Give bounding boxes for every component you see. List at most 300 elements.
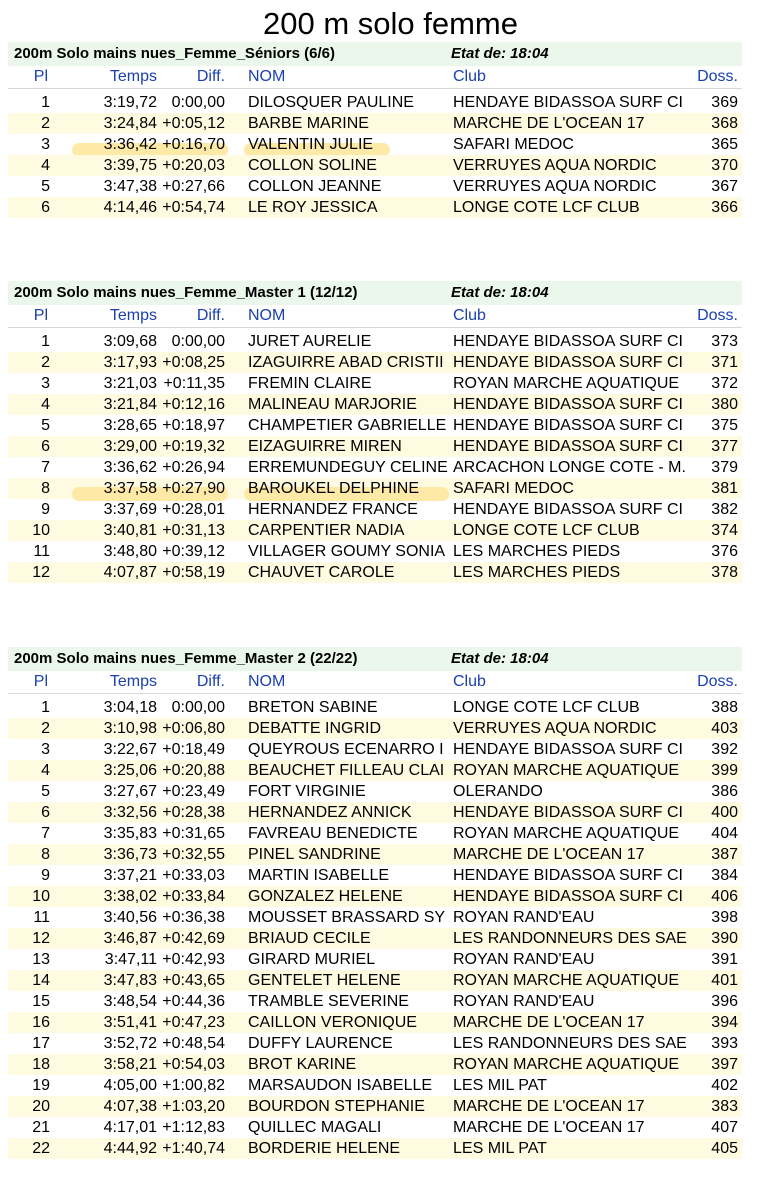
- cell-club: LES MARCHES PIEDS: [453, 564, 621, 581]
- cell-time: 3:39,75: [103, 157, 157, 174]
- cell-name: FORT VIRGINIE: [248, 783, 366, 800]
- cell-time: 3:36,73: [103, 846, 157, 863]
- status-time: Etat de: 18:04: [451, 650, 549, 667]
- cell-place: 1: [41, 699, 50, 716]
- cell-club: ROYAN RAND'EAU: [453, 909, 595, 926]
- cell-time: 3:04,18: [103, 699, 157, 716]
- table-row: [8, 1075, 742, 1096]
- cell-diff: +0:12,16: [162, 396, 225, 413]
- cell-time: 4:07,38: [103, 1098, 157, 1115]
- cell-club: ROYAN RAND'EAU: [453, 993, 595, 1010]
- cell-name: BARBE MARINE: [248, 115, 369, 132]
- cell-name: MARTIN ISABELLE: [248, 867, 390, 884]
- cell-time: 3:25,06: [103, 762, 157, 779]
- cell-time: 3:36,42: [103, 136, 157, 153]
- table-row: [8, 718, 742, 739]
- cell-place: 9: [41, 501, 50, 518]
- status-time: Etat de: 18:04: [451, 284, 549, 301]
- cell-place: 2: [41, 720, 50, 737]
- cell-place: 18: [32, 1056, 50, 1073]
- cell-bib: 374: [711, 522, 738, 539]
- section-header: [8, 281, 742, 305]
- cell-club: MARCHE DE L'OCEAN 17: [453, 1014, 645, 1031]
- table-row: [8, 760, 742, 781]
- cell-time: 3:40,56: [103, 909, 157, 926]
- cell-name: GONZALEZ HELENE: [248, 888, 403, 905]
- cell-bib: 367: [711, 178, 738, 195]
- results-table: [8, 331, 742, 583]
- cell-bib: 383: [711, 1098, 738, 1115]
- cell-place: 4: [41, 157, 50, 174]
- cell-club: LONGE COTE LCF CLUB: [453, 522, 640, 539]
- cell-club: HENDAYE BIDASSOA SURF CI: [453, 438, 683, 455]
- cell-time: 4:07,87: [103, 564, 157, 581]
- cell-diff: +0:23,49: [162, 783, 225, 800]
- cell-place: 11: [33, 909, 50, 926]
- cell-club: ROYAN MARCHE AQUATIQUE: [453, 762, 680, 779]
- cell-bib: 398: [711, 909, 738, 926]
- cell-bib: 384: [711, 867, 738, 884]
- cell-time: 3:51,41: [103, 1014, 157, 1031]
- cell-diff: +0:32,55: [162, 846, 225, 863]
- cell-place: 19: [32, 1077, 50, 1094]
- cell-diff: +0:18,49: [162, 741, 225, 758]
- cell-place: 3: [41, 741, 50, 758]
- cell-bib: 401: [711, 972, 738, 989]
- table-row: [8, 865, 742, 886]
- cell-club: LONGE COTE LCF CLUB: [453, 699, 640, 716]
- table-row: [8, 1054, 742, 1075]
- cell-bib: 371: [711, 354, 738, 371]
- cell-place: 3: [41, 375, 50, 392]
- cell-club: MARCHE DE L'OCEAN 17: [453, 1098, 645, 1115]
- cell-name: CHAMPETIER GABRIELLE: [248, 417, 447, 434]
- cell-bib: 365: [711, 136, 738, 153]
- table-row: [8, 373, 742, 394]
- cell-bib: 373: [711, 333, 738, 350]
- cell-club: LES MARCHES PIEDS: [453, 543, 621, 560]
- cell-club: MARCHE DE L'OCEAN 17: [453, 115, 645, 132]
- table-row: [8, 991, 742, 1012]
- cell-time: 3:48,80: [103, 543, 157, 560]
- cell-name: MOUSSET BRASSARD SY: [248, 909, 446, 926]
- cell-club: HENDAYE BIDASSOA SURF CI: [453, 741, 683, 758]
- cell-name: COLLON JEANNE: [248, 178, 382, 195]
- cell-diff: +1:03,20: [162, 1098, 225, 1115]
- cell-place: 17: [32, 1035, 50, 1052]
- cell-diff: +0:28,38: [162, 804, 225, 821]
- cell-diff: +1:40,74: [162, 1140, 225, 1157]
- cell-place: 2: [41, 115, 50, 132]
- cell-club: ROYAN RAND'EAU: [453, 951, 595, 968]
- cell-diff: +0:54,03: [162, 1056, 225, 1073]
- cell-place: 3: [41, 136, 50, 153]
- cell-bib: 375: [711, 417, 738, 434]
- cell-diff: +1:00,82: [162, 1077, 225, 1094]
- cell-name: IZAGUIRRE ABAD CRISTII: [248, 354, 444, 371]
- table-row: [8, 520, 742, 541]
- cell-bib: 370: [711, 157, 738, 174]
- table-row: [8, 970, 742, 991]
- cell-diff: 0:00,00: [171, 94, 225, 111]
- cell-place: 5: [41, 178, 50, 195]
- cell-place: 8: [41, 480, 50, 497]
- column-header-place: Pl: [33, 673, 48, 690]
- cell-bib: 366: [711, 199, 738, 216]
- cell-time: 3:28,65: [103, 417, 157, 434]
- cell-place: 1: [41, 333, 50, 350]
- results-table: [8, 697, 742, 1159]
- cell-name: QUILLEC MAGALI: [248, 1119, 382, 1136]
- cell-diff: +0:20,88: [162, 762, 225, 779]
- table-row: [8, 928, 742, 949]
- cell-diff: +0:06,80: [162, 720, 225, 737]
- table-row: [8, 134, 742, 155]
- cell-name: DEBATTE INGRID: [248, 720, 382, 737]
- cell-place: 6: [41, 438, 50, 455]
- cell-bib: 372: [711, 375, 738, 392]
- cell-time: 3:48,54: [103, 993, 157, 1010]
- cell-name: ERREMUNDEGUY CELINE: [248, 459, 448, 476]
- cell-diff: +0:54,74: [162, 199, 225, 216]
- cell-time: 4:44,92: [103, 1140, 157, 1157]
- cell-bib: 407: [711, 1119, 738, 1136]
- cell-time: 3:19,72: [103, 94, 157, 111]
- cell-place: 1: [41, 94, 50, 111]
- cell-diff: +0:31,65: [162, 825, 225, 842]
- column-header-name: NOM: [248, 307, 286, 324]
- cell-bib: 386: [711, 783, 738, 800]
- results-section-master-2: [8, 647, 742, 1159]
- cell-bib: 381: [711, 480, 738, 497]
- column-headers: [8, 66, 742, 89]
- cell-bib: 391: [711, 951, 738, 968]
- cell-name: GENTELET HELENE: [248, 972, 401, 989]
- table-row: [8, 457, 742, 478]
- cell-club: OLERANDO: [453, 783, 543, 800]
- column-header-time: Temps: [109, 68, 157, 85]
- table-row: [8, 478, 742, 499]
- table-row: [8, 823, 742, 844]
- cell-place: 15: [32, 993, 50, 1010]
- cell-club: HENDAYE BIDASSOA SURF CI: [453, 354, 683, 371]
- cell-diff: +0:26,94: [162, 459, 225, 476]
- cell-name: FAVREAU BENEDICTE: [248, 825, 418, 842]
- cell-time: 3:21,03: [103, 375, 157, 392]
- cell-bib: 387: [711, 846, 738, 863]
- column-header-time: Temps: [109, 307, 157, 324]
- table-row: [8, 1138, 742, 1159]
- cell-name: FREMIN CLAIRE: [248, 375, 372, 392]
- cell-time: 3:37,69: [103, 501, 157, 518]
- cell-name: HERNANDEZ ANNICK: [248, 804, 412, 821]
- cell-name: BROT KARINE: [248, 1056, 357, 1073]
- cell-time: 3:58,21: [103, 1056, 157, 1073]
- cell-diff: +0:27,66: [162, 178, 225, 195]
- cell-bib: 406: [711, 888, 738, 905]
- cell-diff: +0:47,23: [162, 1014, 225, 1031]
- cell-name: QUEYROUS ECENARRO I: [248, 741, 444, 758]
- table-row: [8, 113, 742, 134]
- cell-bib: 403: [711, 720, 738, 737]
- cell-place: 21: [32, 1119, 50, 1136]
- cell-time: 3:47,11: [104, 951, 157, 968]
- section-header: [8, 42, 742, 66]
- cell-bib: 376: [711, 543, 738, 560]
- column-header-diff: Diff.: [196, 307, 225, 324]
- cell-diff: +0:33,03: [162, 867, 225, 884]
- cell-place: 14: [32, 972, 50, 989]
- cell-bib: 390: [711, 930, 738, 947]
- column-headers: [8, 671, 742, 694]
- status-time: Etat de: 18:04: [451, 45, 549, 62]
- cell-bib: 379: [711, 459, 738, 476]
- cell-time: 4:14,46: [103, 199, 157, 216]
- cell-diff: +0:27,90: [162, 480, 225, 497]
- cell-name: EIZAGUIRRE MIREN: [248, 438, 402, 455]
- table-row: [8, 176, 742, 197]
- cell-diff: +0:05,12: [162, 115, 225, 132]
- table-row: [8, 155, 742, 176]
- cell-place: 16: [32, 1014, 50, 1031]
- cell-club: SAFARI MEDOC: [453, 136, 574, 153]
- cell-time: 3:27,67: [103, 783, 157, 800]
- cell-diff: +0:31,13: [162, 522, 225, 539]
- cell-club: HENDAYE BIDASSOA SURF CI: [453, 888, 683, 905]
- cell-name: BAROUKEL DELPHINE: [248, 480, 420, 497]
- column-header-club: Club: [453, 68, 486, 85]
- cell-name: BEAUCHET FILLEAU CLAI: [248, 762, 445, 779]
- column-header-diff: Diff.: [196, 673, 225, 690]
- cell-place: 12: [32, 930, 50, 947]
- cell-place: 9: [41, 867, 50, 884]
- column-header-name: NOM: [248, 68, 286, 85]
- cell-club: HENDAYE BIDASSOA SURF CI: [453, 333, 683, 350]
- cell-time: 3:29,00: [103, 438, 157, 455]
- cell-place: 4: [41, 396, 50, 413]
- cell-diff: +0:16,70: [162, 136, 225, 153]
- cell-place: 6: [41, 199, 50, 216]
- cell-diff: +0:42,69: [162, 930, 225, 947]
- cell-place: 12: [32, 564, 50, 581]
- column-headers: [8, 305, 742, 328]
- cell-diff: +0:44,36: [162, 993, 225, 1010]
- section-header: [8, 647, 742, 671]
- table-row: [8, 541, 742, 562]
- cell-club: LES RANDONNEURS DES SAE: [453, 1035, 687, 1052]
- column-header-diff: Diff.: [196, 68, 225, 85]
- table-row: [8, 331, 742, 352]
- cell-time: 3:36,62: [103, 459, 157, 476]
- cell-place: 7: [41, 459, 50, 476]
- cell-place: 8: [41, 846, 50, 863]
- cell-diff: +0:36,38: [162, 909, 225, 926]
- cell-bib: 396: [711, 993, 738, 1010]
- cell-bib: 369: [711, 94, 738, 111]
- cell-bib: 399: [711, 762, 738, 779]
- cell-time: 4:05,00: [103, 1077, 157, 1094]
- cell-club: VERRUYES AQUA NORDIC: [453, 157, 657, 174]
- table-row: [8, 436, 742, 457]
- cell-diff: +0:28,01: [162, 501, 225, 518]
- results-section-seniors: [8, 42, 742, 218]
- column-header-bib: Doss.: [697, 673, 738, 690]
- cell-place: 22: [32, 1140, 50, 1157]
- cell-club: ROYAN MARCHE AQUATIQUE: [453, 1056, 680, 1073]
- cell-club: HENDAYE BIDASSOA SURF CI: [453, 501, 683, 518]
- cell-bib: 368: [711, 115, 738, 132]
- cell-place: 7: [41, 825, 50, 842]
- cell-place: 5: [41, 783, 50, 800]
- cell-time: 3:10,98: [103, 720, 157, 737]
- column-header-place: Pl: [33, 68, 48, 85]
- cell-diff: +0:18,97: [162, 417, 225, 434]
- table-row: [8, 886, 742, 907]
- cell-time: 3:52,72: [103, 1035, 157, 1052]
- cell-diff: +0:11,35: [163, 375, 225, 392]
- column-header-bib: Doss.: [697, 307, 738, 324]
- cell-bib: 393: [711, 1035, 738, 1052]
- table-row: [8, 1012, 742, 1033]
- cell-name: LE ROY JESSICA: [248, 199, 378, 216]
- cell-diff: +0:08,25: [162, 354, 225, 371]
- cell-place: 13: [32, 951, 50, 968]
- cell-club: HENDAYE BIDASSOA SURF CI: [453, 417, 683, 434]
- cell-time: 3:37,58: [103, 480, 157, 497]
- cell-club: LONGE COTE LCF CLUB: [453, 199, 640, 216]
- cell-club: SAFARI MEDOC: [453, 480, 574, 497]
- cell-name: BORDERIE HELENE: [248, 1140, 401, 1157]
- cell-club: ARCACHON LONGE COTE - M.: [453, 459, 686, 476]
- column-header-name: NOM: [248, 673, 286, 690]
- table-row: [8, 1117, 742, 1138]
- cell-name: JURET AURELIE: [248, 333, 372, 350]
- table-row: [8, 802, 742, 823]
- table-row: [8, 352, 742, 373]
- results-table: [8, 92, 742, 218]
- cell-time: 3:35,83: [103, 825, 157, 842]
- table-row: [8, 844, 742, 865]
- cell-diff: +0:42,93: [162, 951, 225, 968]
- cell-club: MARCHE DE L'OCEAN 17: [453, 846, 645, 863]
- column-header-time: Temps: [109, 673, 157, 690]
- column-header-bib: Doss.: [697, 68, 738, 85]
- cell-place: 4: [41, 762, 50, 779]
- cell-place: 20: [32, 1098, 50, 1115]
- cell-bib: 405: [711, 1140, 738, 1157]
- cell-time: 3:47,83: [103, 972, 157, 989]
- table-row: [8, 394, 742, 415]
- cell-time: 3:37,21: [103, 867, 157, 884]
- cell-club: VERRUYES AQUA NORDIC: [453, 178, 657, 195]
- cell-name: DUFFY LAURENCE: [248, 1035, 393, 1052]
- cell-name: GIRARD MURIEL: [248, 951, 376, 968]
- cell-place: 10: [32, 522, 50, 539]
- table-row: [8, 415, 742, 436]
- table-row: [8, 197, 742, 218]
- cell-time: 3:40,81: [103, 522, 157, 539]
- table-row: [8, 949, 742, 970]
- cell-club: HENDAYE BIDASSOA SURF CI: [453, 804, 683, 821]
- table-row: [8, 739, 742, 760]
- cell-name: CHAUVET CAROLE: [248, 564, 395, 581]
- cell-name: CARPENTIER NADIA: [248, 522, 405, 539]
- cell-time: 4:17,01: [103, 1119, 157, 1136]
- cell-name: TRAMBLE SEVERINE: [248, 993, 409, 1010]
- category-title: 200m Solo mains nues_Femme_Séniors (6/6): [14, 45, 335, 62]
- cell-bib: 392: [711, 741, 738, 758]
- cell-name: BRIAUD CECILE: [248, 930, 371, 947]
- cell-time: 3:24,84: [103, 115, 157, 132]
- cell-diff: +0:19,32: [162, 438, 225, 455]
- results-section-master-1: [8, 281, 742, 583]
- cell-place: 10: [32, 888, 50, 905]
- table-row: [8, 562, 742, 583]
- cell-bib: 402: [711, 1077, 738, 1094]
- cell-name: HERNANDEZ FRANCE: [248, 501, 418, 518]
- cell-bib: 404: [711, 825, 738, 842]
- cell-name: MALINEAU MARJORIE: [248, 396, 417, 413]
- cell-time: 3:38,02: [103, 888, 157, 905]
- cell-diff: 0:00,00: [171, 333, 225, 350]
- table-row: [8, 499, 742, 520]
- cell-place: 2: [41, 354, 50, 371]
- cell-club: LES MIL PAT: [453, 1077, 547, 1094]
- cell-name: DILOSQUER PAULINE: [248, 94, 414, 111]
- column-header-club: Club: [453, 673, 486, 690]
- cell-diff: +0:20,03: [162, 157, 225, 174]
- cell-club: HENDAYE BIDASSOA SURF CI: [453, 94, 683, 111]
- cell-name: BRETON SABINE: [248, 699, 378, 716]
- cell-time: 3:47,38: [103, 178, 157, 195]
- cell-bib: 382: [711, 501, 738, 518]
- cell-club: ROYAN MARCHE AQUATIQUE: [453, 825, 680, 842]
- cell-diff: 0:00,00: [171, 699, 225, 716]
- cell-club: VERRUYES AQUA NORDIC: [453, 720, 657, 737]
- column-header-place: Pl: [33, 307, 48, 324]
- cell-club: LES MIL PAT: [453, 1140, 547, 1157]
- page-title: 200 m solo femme: [263, 6, 518, 41]
- cell-name: VILLAGER GOUMY SONIA: [248, 543, 446, 560]
- cell-place: 5: [41, 417, 50, 434]
- cell-diff: +0:43,65: [162, 972, 225, 989]
- cell-name: CAILLON VERONIQUE: [248, 1014, 417, 1031]
- cell-bib: 388: [711, 699, 738, 716]
- cell-name: BOURDON STEPHANIE: [248, 1098, 425, 1115]
- cell-bib: 394: [711, 1014, 738, 1031]
- cell-bib: 397: [711, 1056, 738, 1073]
- cell-name: COLLON SOLINE: [248, 157, 377, 174]
- column-header-club: Club: [453, 307, 486, 324]
- cell-bib: 400: [711, 804, 738, 821]
- cell-bib: 378: [711, 564, 738, 581]
- table-row: [8, 697, 742, 718]
- cell-time: 3:46,87: [103, 930, 157, 947]
- cell-club: ROYAN MARCHE AQUATIQUE: [453, 375, 680, 392]
- cell-time: 3:22,67: [103, 741, 157, 758]
- cell-club: HENDAYE BIDASSOA SURF CI: [453, 396, 683, 413]
- cell-place: 11: [33, 543, 50, 560]
- table-row: [8, 781, 742, 802]
- table-row: [8, 1096, 742, 1117]
- cell-club: LES RANDONNEURS DES SAE: [453, 930, 687, 947]
- table-row: [8, 907, 742, 928]
- cell-club: HENDAYE BIDASSOA SURF CI: [453, 867, 683, 884]
- cell-time: 3:17,93: [103, 354, 157, 371]
- cell-club: ROYAN MARCHE AQUATIQUE: [453, 972, 680, 989]
- cell-club: MARCHE DE L'OCEAN 17: [453, 1119, 645, 1136]
- cell-time: 3:09,68: [103, 333, 157, 350]
